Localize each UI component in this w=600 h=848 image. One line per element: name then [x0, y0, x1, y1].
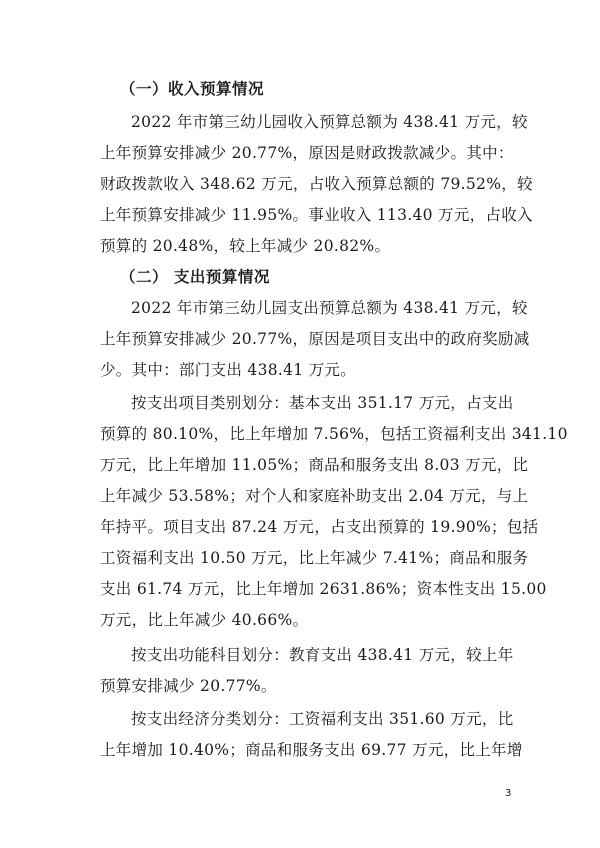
paragraph-line: 万元，比上年减少 40.66%。 [100, 611, 309, 629]
paragraph-line: 财政拨款收入 348.62 万元，占收入预算总额的 79.52%，较 [100, 175, 533, 193]
paragraph-line: 工资福利支出 10.50 万元，比上年减少 7.41%；商品和服务 [100, 549, 529, 567]
paragraph-line: 上年减少 53.58%；对个人和家庭补助支出 2.04 万元，与上 [100, 487, 529, 505]
page-number: 3 [505, 788, 512, 799]
paragraph-line: 少。其中：部门支出 438.41 万元。 [100, 361, 357, 379]
paragraph-line: 预算的 20.48%，较上年减少 20.82%。 [100, 237, 391, 255]
paragraph-line: 2022 年市第三幼儿园支出预算总额为 438.41 万元，较 [131, 299, 528, 317]
paragraph-line: 上年增加 10.40%；商品和服务支出 69.77 万元，比上年增 [100, 741, 523, 759]
paragraph-line: 按支出经济分类划分：工资福利支出 351.60 万元，比 [131, 710, 514, 728]
paragraph-line: 支出 61.74 万元，比上年增加 2631.86%；资本性支出 15.00 [100, 580, 547, 598]
paragraph-line: 年持平。项目支出 87.24 万元，占支出预算的 19.90%；包括 [100, 518, 539, 536]
paragraph-line: 预算的 80.10%，比上年增加 7.56%，包括工资福利支出 341.10 [100, 425, 568, 443]
paragraph-line: 预算安排减少 20.77%。 [100, 677, 277, 695]
paragraph-line: 上年预算安排减少 20.77%，原因是财政拨款减少。其中： [100, 144, 514, 162]
section-heading-expenditure: （二） 支出预算情况 [120, 267, 270, 286]
paragraph-line: 按支出功能科目划分：教育支出 438.41 万元，较上年 [131, 646, 514, 664]
section-heading-income: （一）收入预算情况 [120, 79, 265, 98]
paragraph-line: 2022 年市第三幼儿园收入预算总额为 438.41 万元，较 [131, 113, 528, 131]
paragraph-line: 上年预算安排减少 11.95%。事业收入 113.40 万元，占收入 [100, 206, 533, 224]
paragraph-line: 万元，比上年增加 11.05%；商品和服务支出 8.03 万元，比 [100, 456, 529, 474]
paragraph-line: 按支出项目类别划分：基本支出 351.17 万元，占支出 [131, 394, 514, 412]
paragraph-line: 上年预算安排减少 20.77%，原因是项目支出中的政府奖励减 [100, 330, 530, 348]
